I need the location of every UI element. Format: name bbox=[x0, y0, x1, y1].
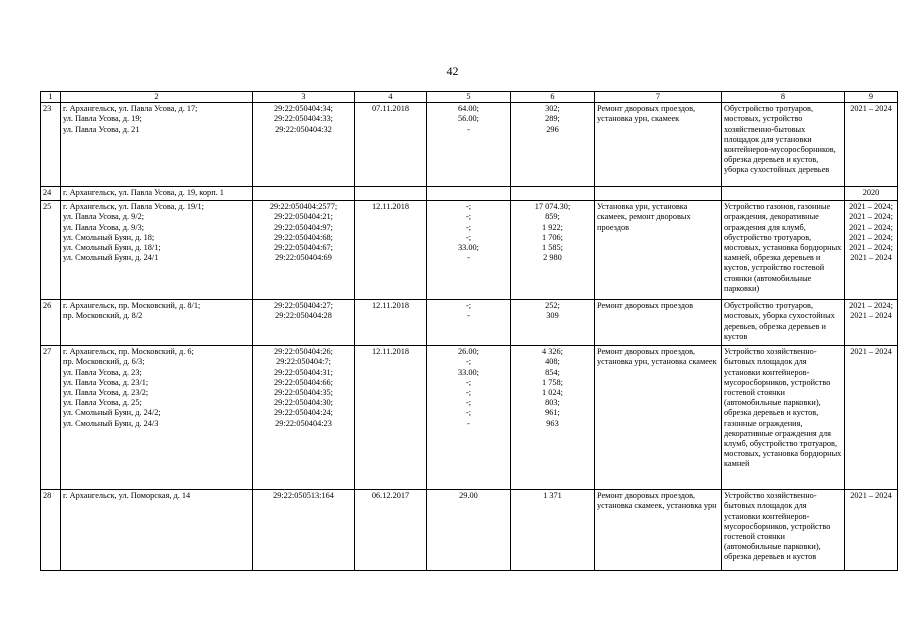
cadastral-number-cell-line: 29:22:050404:26; bbox=[273, 347, 333, 357]
count-cell-line: 963 bbox=[546, 418, 559, 428]
address-cell-line: г. Архангельск, ул. Павла Усова, д. 19, корп. 1 bbox=[63, 188, 224, 198]
area-cell-line: -; bbox=[465, 232, 472, 242]
count-cell-line: 1 706; bbox=[542, 232, 563, 242]
area-cell-line: 56.00; bbox=[458, 114, 479, 124]
address-cell-line: ул. Павла Усова, д. 25; bbox=[63, 398, 142, 408]
cadastral-number-cell bbox=[253, 346, 355, 490]
header-cell: 9 bbox=[845, 92, 898, 103]
area-cell bbox=[427, 201, 511, 300]
count-cell-line: 309 bbox=[546, 311, 559, 321]
table-row bbox=[41, 300, 898, 346]
table-row bbox=[41, 490, 898, 571]
works-cell: Ремонт дворовых проездов bbox=[595, 300, 722, 346]
header-cell: 2 bbox=[61, 92, 253, 103]
address-cell bbox=[61, 201, 253, 300]
years-cell-line: 2020 bbox=[862, 188, 880, 198]
cadastral-number-cell-line: 29:22:050404:24; bbox=[273, 408, 333, 418]
count-cell-line: 17 074.30; bbox=[534, 202, 571, 212]
count-cell-line: 2 980 bbox=[543, 253, 562, 263]
address-cell bbox=[61, 103, 253, 187]
years-cell bbox=[845, 490, 898, 571]
works-cell bbox=[595, 187, 722, 201]
cadastral-number-cell-line: 29:22:050404:27; bbox=[273, 301, 333, 311]
improvements-cell bbox=[722, 187, 845, 201]
address-cell bbox=[61, 187, 253, 201]
count-cell-line: 1 585; bbox=[542, 243, 563, 253]
address-cell-line: г. Архангельск, пр. Московский, д. 8/1; bbox=[63, 301, 201, 311]
years-cell-line: 2021 – 2024 bbox=[850, 104, 892, 114]
improvements-cell: Устройство хозяйственно-бытовых площадок для установки контейнеров-мусоросборников, устройство гостевой стоянки (автомобильные парковки), обрезка деревьев и кустов bbox=[722, 490, 845, 571]
count-cell-line: 4 326; bbox=[542, 347, 563, 357]
years-cell-line: 2021 – 2024 bbox=[850, 347, 892, 357]
count-cell-line: 803; bbox=[545, 398, 560, 408]
years-cell-line: 2021 – 2024; bbox=[849, 202, 893, 212]
row-number-cell: 23 bbox=[41, 103, 61, 187]
years-cell-line: 2021 – 2024; bbox=[849, 212, 893, 222]
cadastral-number-cell-line: 29:22:050404:33; bbox=[273, 114, 333, 124]
cadastral-number-cell-line: 29:22:050404:34; bbox=[273, 104, 333, 114]
count-cell bbox=[511, 346, 595, 490]
years-cell-line: 2021 – 2024; bbox=[849, 222, 893, 232]
area-cell-line: 33.00; bbox=[458, 367, 479, 377]
row-number-cell: 26 bbox=[41, 300, 61, 346]
improvements-cell: Устройство хозяйственно-бытовых площадок для установки контейнеров-мусоросборников, устройство гостевой стоянки (автомобильные парковки), обрезка деревьев и кустов, газонные ограждения, декоративные ограждения для клумб, обустройство тротуаров, мостовых, установка бордюрных камней bbox=[722, 346, 845, 490]
works-cell: Ремонт дворовых проездов, установка урн, установка скамеек bbox=[595, 346, 722, 490]
area-cell-line: -; bbox=[465, 377, 472, 387]
table-row bbox=[41, 103, 898, 187]
works-cell: Ремонт дворовых проездов, установка урн, скамеек bbox=[595, 103, 722, 187]
years-cell bbox=[845, 103, 898, 187]
area-cell bbox=[427, 187, 511, 201]
cadastral-number-cell-line: 29:22:050513:164 bbox=[273, 491, 334, 501]
years-cell-line: 2021 – 2024; bbox=[849, 232, 893, 242]
count-cell-line: 854; bbox=[545, 367, 560, 377]
date-cell: 12.11.2018 bbox=[355, 346, 427, 490]
cadastral-number-cell-line: 29:22:050404:68; bbox=[273, 232, 333, 242]
address-cell-line: г. Архангельск, ул. Павла Усова, д. 19/1; bbox=[63, 202, 204, 212]
area-cell-line: - bbox=[467, 311, 470, 321]
cadastral-number-cell-line: 29:22:050404:67; bbox=[273, 243, 333, 253]
improvements-cell: Устройство газонов, газонные ограждения, декоративные ограждения для клумб, обустройство тротуаров, мостовых, установка бордюрных камней, обрезка деревьев и кустов, устройство гостевой стоянки (автомобильные парковки) bbox=[722, 201, 845, 300]
address-cell-line: г. Архангельск, ул. Поморская, д. 14 bbox=[63, 491, 191, 501]
count-cell-line: 289; bbox=[545, 114, 560, 124]
address-cell-line: ул. Павла Усова, д. 19; bbox=[63, 114, 142, 124]
address-cell bbox=[61, 300, 253, 346]
years-cell-line: 2021 – 2024 bbox=[850, 253, 892, 263]
table-row bbox=[41, 346, 898, 490]
count-cell bbox=[511, 187, 595, 201]
count-cell-line: 408; bbox=[545, 357, 560, 367]
address-cell-line: г. Архангельск, ул. Павла Усова, д. 17; bbox=[63, 104, 198, 114]
count-cell-line: 252; bbox=[545, 301, 560, 311]
address-cell bbox=[61, 346, 253, 490]
address-cell-line: пр. Московский, д. 8/2 bbox=[63, 311, 143, 321]
count-cell-line: 296 bbox=[546, 124, 559, 134]
years-cell bbox=[845, 346, 898, 490]
improvement-table bbox=[40, 91, 898, 571]
date-cell bbox=[355, 187, 427, 201]
table-row bbox=[41, 201, 898, 300]
years-cell-line: 2021 – 2024; bbox=[849, 301, 893, 311]
area-cell-line: -; bbox=[465, 301, 472, 311]
address-cell-line: пр. Московский, д. 6/3; bbox=[63, 357, 145, 367]
area-cell bbox=[427, 103, 511, 187]
years-cell bbox=[845, 187, 898, 201]
area-cell-line: 64.00; bbox=[458, 104, 479, 114]
cadastral-number-cell-line: 29:22:050404:7; bbox=[276, 357, 331, 367]
row-number-cell: 25 bbox=[41, 201, 61, 300]
count-cell bbox=[511, 490, 595, 571]
address-cell-line: ул. Павла Усова, д. 21 bbox=[63, 124, 140, 134]
header-cell: 1 bbox=[41, 92, 61, 103]
date-cell: 12.11.2018 bbox=[355, 300, 427, 346]
address-cell bbox=[61, 490, 253, 571]
area-cell-line: -; bbox=[465, 212, 472, 222]
area-cell-line: 26.00; bbox=[458, 347, 479, 357]
area-cell-line: -; bbox=[465, 222, 472, 232]
count-cell-line: 961; bbox=[545, 408, 560, 418]
area-cell-line: -; bbox=[465, 357, 472, 367]
years-cell-line: 2021 – 2024; bbox=[849, 243, 893, 253]
date-cell: 06.12.2017 bbox=[355, 490, 427, 571]
header-cell: 8 bbox=[722, 92, 845, 103]
cadastral-number-cell-line: 29:22:050404:35; bbox=[273, 388, 333, 398]
area-cell bbox=[427, 300, 511, 346]
area-cell-line: - bbox=[467, 124, 470, 134]
count-cell bbox=[511, 201, 595, 300]
improvements-cell: Обустройство тротуаров, мостовых, уборка сухостойных деревьев, обрезка деревьев и кустов bbox=[722, 300, 845, 346]
count-cell-line: 1 758; bbox=[542, 377, 563, 387]
address-cell-line: г. Архангельск, пр. Московский, д. 6; bbox=[63, 347, 194, 357]
page-number: 42 bbox=[446, 64, 459, 78]
area-cell-line: -; bbox=[465, 408, 472, 418]
address-cell-line: ул. Павла Усова, д. 23/1; bbox=[63, 377, 149, 387]
count-cell-line: 302; bbox=[545, 104, 560, 114]
column-number-row bbox=[41, 92, 898, 103]
cadastral-number-cell bbox=[253, 103, 355, 187]
area-cell bbox=[427, 490, 511, 571]
cadastral-number-cell-line: 29:22:050404:28 bbox=[275, 311, 332, 321]
cadastral-number-cell-line: 29:22:050404:23 bbox=[275, 418, 332, 428]
address-cell-line: ул. Смольный Буян, д. 24/2; bbox=[63, 408, 161, 418]
date-cell: 12.11.2018 bbox=[355, 201, 427, 300]
years-cell-line: 2021 – 2024 bbox=[850, 491, 892, 501]
address-cell-line: ул. Смольный Буян, д. 18/1; bbox=[63, 243, 161, 253]
area-cell bbox=[427, 346, 511, 490]
area-cell-line: 29.00 bbox=[459, 491, 478, 501]
years-cell-line: 2021 – 2024 bbox=[850, 311, 892, 321]
years-cell bbox=[845, 300, 898, 346]
area-cell-line: -; bbox=[465, 388, 472, 398]
cadastral-number-cell bbox=[253, 201, 355, 300]
cadastral-number-cell-line: 29:22:050404:30; bbox=[273, 398, 333, 408]
cadastral-number-cell-line: 29:22:050404:21; bbox=[273, 212, 333, 222]
address-cell-line: ул. Павла Усова, д. 23/2; bbox=[63, 388, 149, 398]
cadastral-number-cell-line: 29:22:050404:31; bbox=[273, 367, 333, 377]
cadastral-number-cell-line: 29:22:050404:2577; bbox=[269, 202, 338, 212]
cadastral-number-cell-line: 29:22:050404:97; bbox=[273, 222, 333, 232]
header-cell: 6 bbox=[511, 92, 595, 103]
date-cell: 07.11.2018 bbox=[355, 103, 427, 187]
count-cell-line: 859; bbox=[545, 212, 560, 222]
row-number-cell: 28 bbox=[41, 490, 61, 571]
address-cell-line: ул. Смольный Буян, д. 18; bbox=[63, 232, 155, 242]
count-cell-line: 1 024; bbox=[542, 388, 563, 398]
area-cell-line: - bbox=[467, 418, 470, 428]
works-cell: Установка урн, установка скамеек, ремонт дворовых проездов bbox=[595, 201, 722, 300]
area-cell-line: - bbox=[467, 253, 470, 263]
cadastral-number-cell bbox=[253, 300, 355, 346]
header-cell: 4 bbox=[355, 92, 427, 103]
table-row bbox=[41, 187, 898, 201]
improvements-cell: Обустройство тротуаров, мостовых, устройство хозяйственно-бытовых площадок для установки контейнеров-мусоросборников, обрезка деревьев и кустов, уборка сухостойных деревьев bbox=[722, 103, 845, 187]
address-cell-line: ул. Смольный Буян, д. 24/3 bbox=[63, 418, 159, 428]
count-cell bbox=[511, 300, 595, 346]
header-cell: 3 bbox=[253, 92, 355, 103]
years-cell bbox=[845, 201, 898, 300]
count-cell bbox=[511, 103, 595, 187]
address-cell-line: ул. Смольный Буян, д. 24/1 bbox=[63, 253, 159, 263]
area-cell-line: -; bbox=[465, 202, 472, 212]
cadastral-number-cell-line: 29:22:050404:69 bbox=[275, 253, 332, 263]
header-cell: 5 bbox=[427, 92, 511, 103]
count-cell-line: 1 922; bbox=[542, 222, 563, 232]
area-cell-line: -; bbox=[465, 398, 472, 408]
address-cell-line: ул. Павла Усова, д. 23; bbox=[63, 367, 142, 377]
cadastral-number-cell bbox=[253, 490, 355, 571]
cadastral-number-cell-line: 29:22:050404:32 bbox=[275, 124, 332, 134]
works-cell: Ремонт дворовых проездов, установка скамеек, установка урн bbox=[595, 490, 722, 571]
cadastral-number-cell bbox=[253, 187, 355, 201]
row-number-cell: 27 bbox=[41, 346, 61, 490]
address-cell-line: ул. Павла Усова, д. 9/3; bbox=[63, 222, 145, 232]
address-cell-line: ул. Павла Усова, д. 9/2; bbox=[63, 212, 145, 222]
area-cell-line: 33.00; bbox=[458, 243, 479, 253]
row-number-cell: 24 bbox=[41, 187, 61, 201]
cadastral-number-cell-line: 29:22:050404:66; bbox=[273, 377, 333, 387]
count-cell-line: 1 371 bbox=[543, 491, 562, 501]
header-cell: 7 bbox=[595, 92, 722, 103]
